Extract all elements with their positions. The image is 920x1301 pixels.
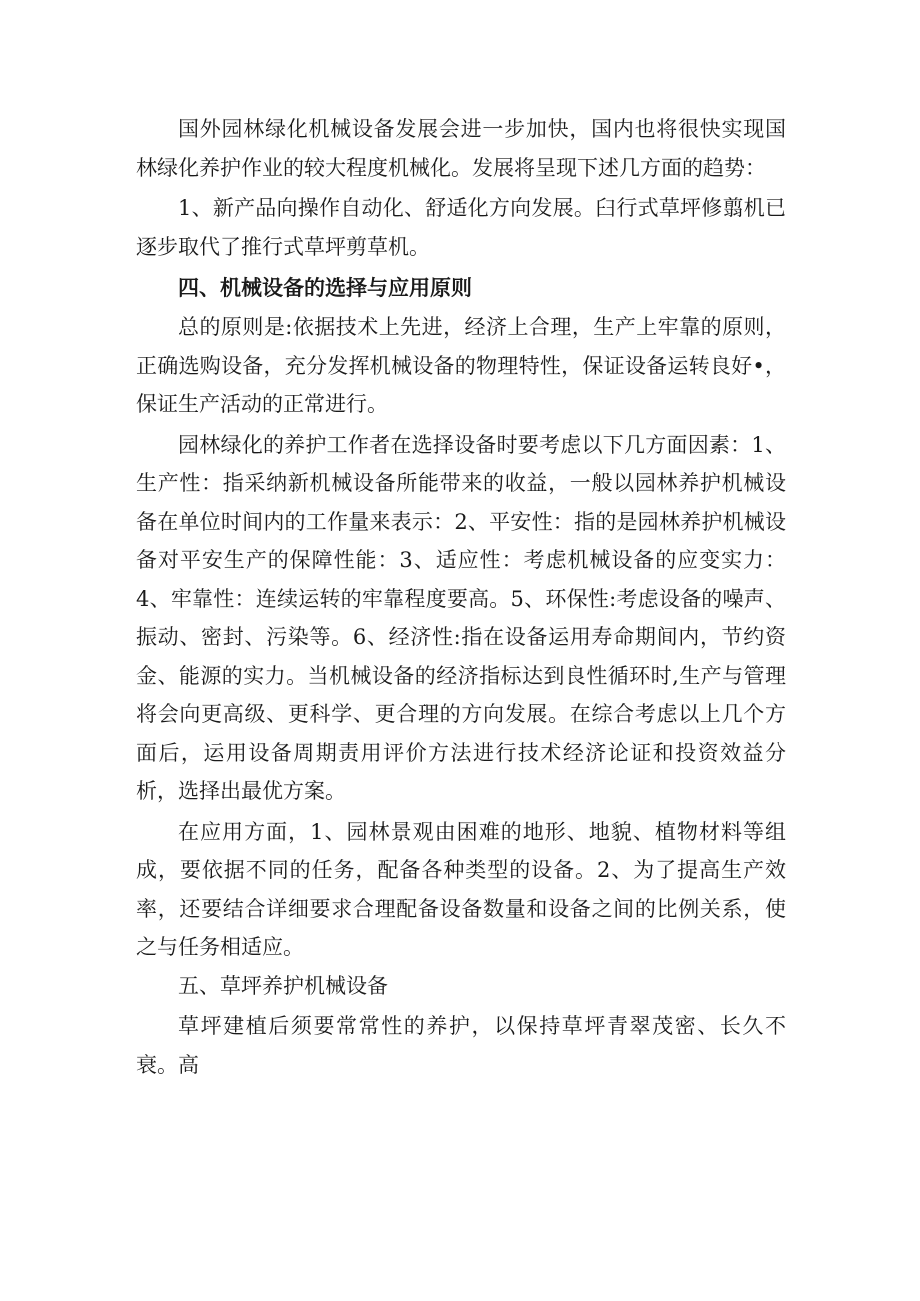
section-heading-4: 四、机械设备的选择与应用原则 (178, 276, 472, 300)
paragraph-application: 在应用方面，1、园林景观由困难的地形、地貌、植物材料等组成，要依据不同的任务，配备各种类型的设备。2、为了提高生产效率，还要结合详细要求合理配备设备数量和设备之间的比例关系，使之与任务相适应。 (136, 819, 786, 959)
paragraph-selection-factors: 园林绿化的养护工作者在选择设备时要考虑以下几方面因素：1、生产性：指采纳新机械设备所能带来的收益，一般以园林养护机械设备在单位时间内的工作量来表示：2、平安性：指的是园林养护机械设备对平安生产的保障性能：3、适应性：考虑机械设备的应变实力：4、牢靠性：连续运转的牢靠程度要高。5、环保性:考虑设备的噪声、振动、密封、污染等。6、经济性:指在设备运用寿命期间内，节约资金、能源的实力。当机械设备的经济指标达到良性循环时,生产与管理将会向更高级、更科学、更合理的方向发展。在综合考虑以上几个方面后，运用设备周期责用评价方法进行技术经济论证和投资效益分析，选择出最优方案。 (136, 432, 786, 803)
paragraph-trend-intro: 国外园林绿化机械设备发展会进一步加快，国内也将很快实现国林绿化养护作业的较大程度机械化。发展将呈现下述几方面的趋势： (136, 117, 786, 180)
paragraph-trend-1: 1、新产品向操作自动化、舒适化方向发展。臼行式草坪修翦机已逐步取代了推行式草坪剪草机。 (136, 196, 786, 259)
section-heading-5: 五、草坪养护机械设备 (178, 973, 388, 998)
paragraph-lawn-maintenance: 草坪建植后须要常常性的养护，以保持草坪青翠茂密、长久不衰。高 (136, 1014, 786, 1077)
paragraph-general-principle: 总的原则是:依据技术上先进，经济上合理，生产上牢靠的原则，正确选购设备，充分发挥机械设备的物理特性，保证设备运转良好•，保证生产活动的正常进行。 (136, 315, 786, 416)
document-page (136, 110, 786, 1084)
